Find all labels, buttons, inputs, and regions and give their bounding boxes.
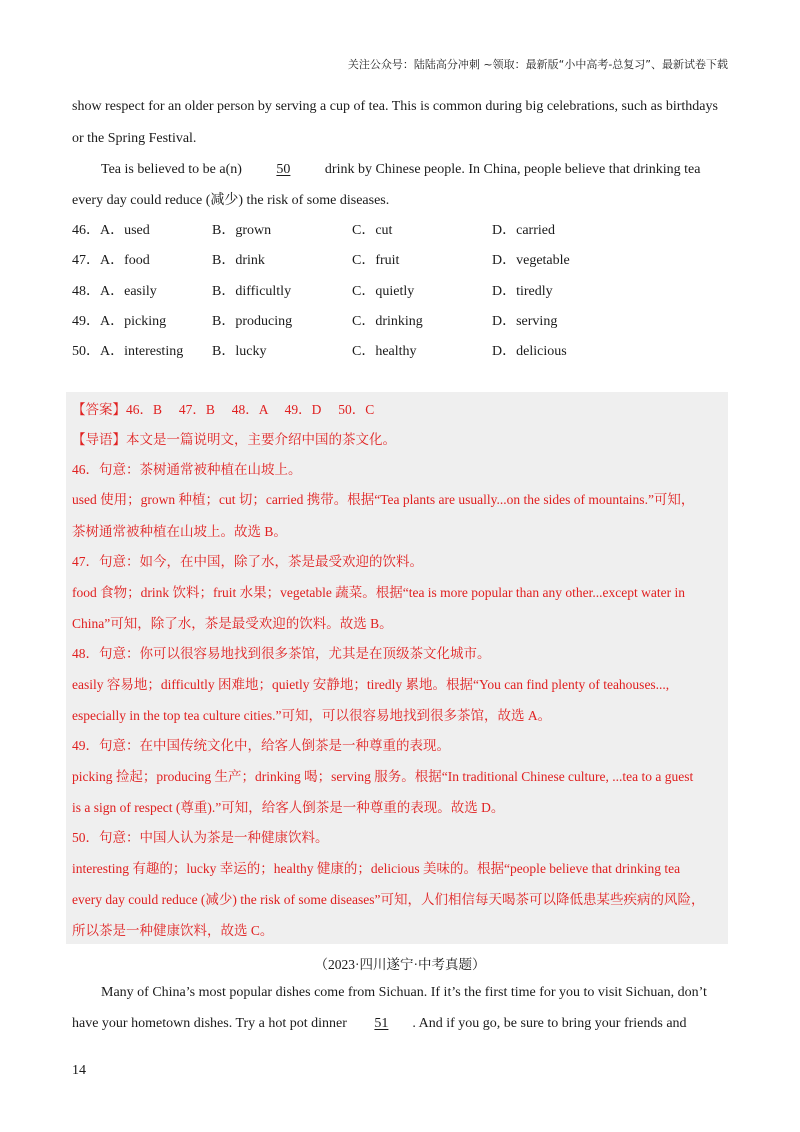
option-c: C．cut xyxy=(352,223,393,238)
option-b: B．grown xyxy=(212,223,272,238)
page-number: 14 xyxy=(72,1063,86,1078)
explanation-line: interesting 有趣的；lucky 幸运的；healthy 健康的；delicious 美味的。根据“people believe that drinking tea xyxy=(72,861,681,876)
option-b: B．lucky xyxy=(212,344,267,359)
passage-line: Many of China’s most popular dishes come from Sichuan. If it’s the first time for you to visit Sichuan, don’t xyxy=(101,985,707,1000)
question-47 xyxy=(72,252,732,270)
exam-source: （2023·四川遂宁·中考真题） xyxy=(314,957,486,972)
question-50 xyxy=(72,343,732,361)
option-c: C．fruit xyxy=(352,253,400,268)
question-46 xyxy=(72,222,732,240)
passage-line-with-blank xyxy=(101,161,700,179)
explanation-line: easily 容易地；difficultly 困难地；quietly 安静地；tiredly 累地。根据“You can find plenty of teahouses..., xyxy=(72,677,670,692)
option-d: D．tiredly xyxy=(492,284,553,299)
explanation-line: 50．句意：中国人认为茶是一种健康饮料。 xyxy=(72,830,329,845)
option-b: B．drink xyxy=(212,253,265,268)
option-row-label: 46．A．used xyxy=(72,223,150,238)
explanation-line: picking 捡起；producing 生产；drinking 喝；serving 服务。根据“In traditional Chinese culture, ...tea to a guest xyxy=(72,769,694,784)
explanation-line: especially in the top tea culture cities.”可知，可以很容易地找到很多茶馆，故选 A。 xyxy=(72,708,552,723)
explanation-line: 47．句意：如今，在中国，除了水，茶是最受欢迎的饮料。 xyxy=(72,554,423,569)
passage-text: Tea is believed to be a(n) xyxy=(101,162,242,177)
explanation-line: 46．句意：茶树通常被种植在山坡上。 xyxy=(72,462,302,477)
explanation-line: China”可知，除了水，茶是最受欢迎的饮料。故选 B。 xyxy=(72,616,393,631)
passage-line: every day could reduce (减少) the risk of some diseases. xyxy=(72,193,390,208)
option-b: B．difficultly xyxy=(212,284,292,299)
explanation-line: 所以茶是一种健康饮料，故选 C。 xyxy=(72,923,274,938)
passage-line-with-blank xyxy=(72,1015,687,1033)
option-b: B．producing xyxy=(212,314,293,329)
passage-text: have your hometown dishes. Try a hot pot dinner xyxy=(72,1016,347,1031)
option-c: C．drinking xyxy=(352,314,423,329)
passage-line: show respect for an older person by serving a cup of tea. This is common during big celebrations, such as birthdays xyxy=(72,99,718,114)
option-c: C．healthy xyxy=(352,344,417,359)
guide-text: 【导语】本文是一篇说明文，主要介绍中国的茶文化。 xyxy=(72,432,396,447)
page-header: 关注公众号：陆陆高分冲刺 ~领取：最新版“小中高考-总复习”、最新试卷下载 xyxy=(347,58,728,71)
explanation-line: 49．句意：在中国传统文化中，给客人倒茶是一种尊重的表现。 xyxy=(72,738,450,753)
explanation-line: is a sign of respect (尊重).”可知，给客人倒茶是一种尊重的表现。故选 D。 xyxy=(72,800,505,815)
option-d: D．carried xyxy=(492,223,555,238)
option-row-label: 47．A．food xyxy=(72,253,150,268)
explanation-line: 茶树通常被种植在山坡上。故选 B。 xyxy=(72,524,287,539)
option-row-label: 50．A．interesting xyxy=(72,344,184,359)
option-d: D．vegetable xyxy=(492,253,570,268)
question-49 xyxy=(72,313,732,331)
answer-key: 【答案】46．B 47．B 48．A 49．D 50．C xyxy=(72,402,375,417)
option-row-label: 49．A．picking xyxy=(72,314,167,329)
option-row-label: 48．A．easily xyxy=(72,284,157,299)
explanation-line: food 食物；drink 饮料；fruit 水果；vegetable 蔬菜。根据“tea is more popular than any other...except water in xyxy=(72,585,685,600)
option-c: C．quietly xyxy=(352,284,415,299)
passage-text: . And if you go, be sure to bring your friends and xyxy=(412,1016,687,1031)
explanation-line: every day could reduce (减少) the risk of some diseases”可知，人们相信每天喝茶可以降低患某些疾病的风险， xyxy=(72,892,705,907)
blank-51: 51 xyxy=(374,1016,389,1031)
option-d: D．delicious xyxy=(492,344,567,359)
option-d: D．serving xyxy=(492,314,558,329)
explanation-line: used 使用；grown 种植；cut 切；carried 携带。根据“Tea plants are usually...on the sides of mountains.”可知， xyxy=(72,492,695,507)
explanation-line: 48．句意：你可以很容易地找到很多茶馆，尤其是在顶级茶文化城市。 xyxy=(72,646,491,661)
passage-text: drink by Chinese people. In China, people believe that drinking tea xyxy=(324,162,701,177)
passage-line: or the Spring Festival. xyxy=(72,131,197,146)
blank-50: 50 xyxy=(276,162,291,177)
question-48 xyxy=(72,283,732,301)
